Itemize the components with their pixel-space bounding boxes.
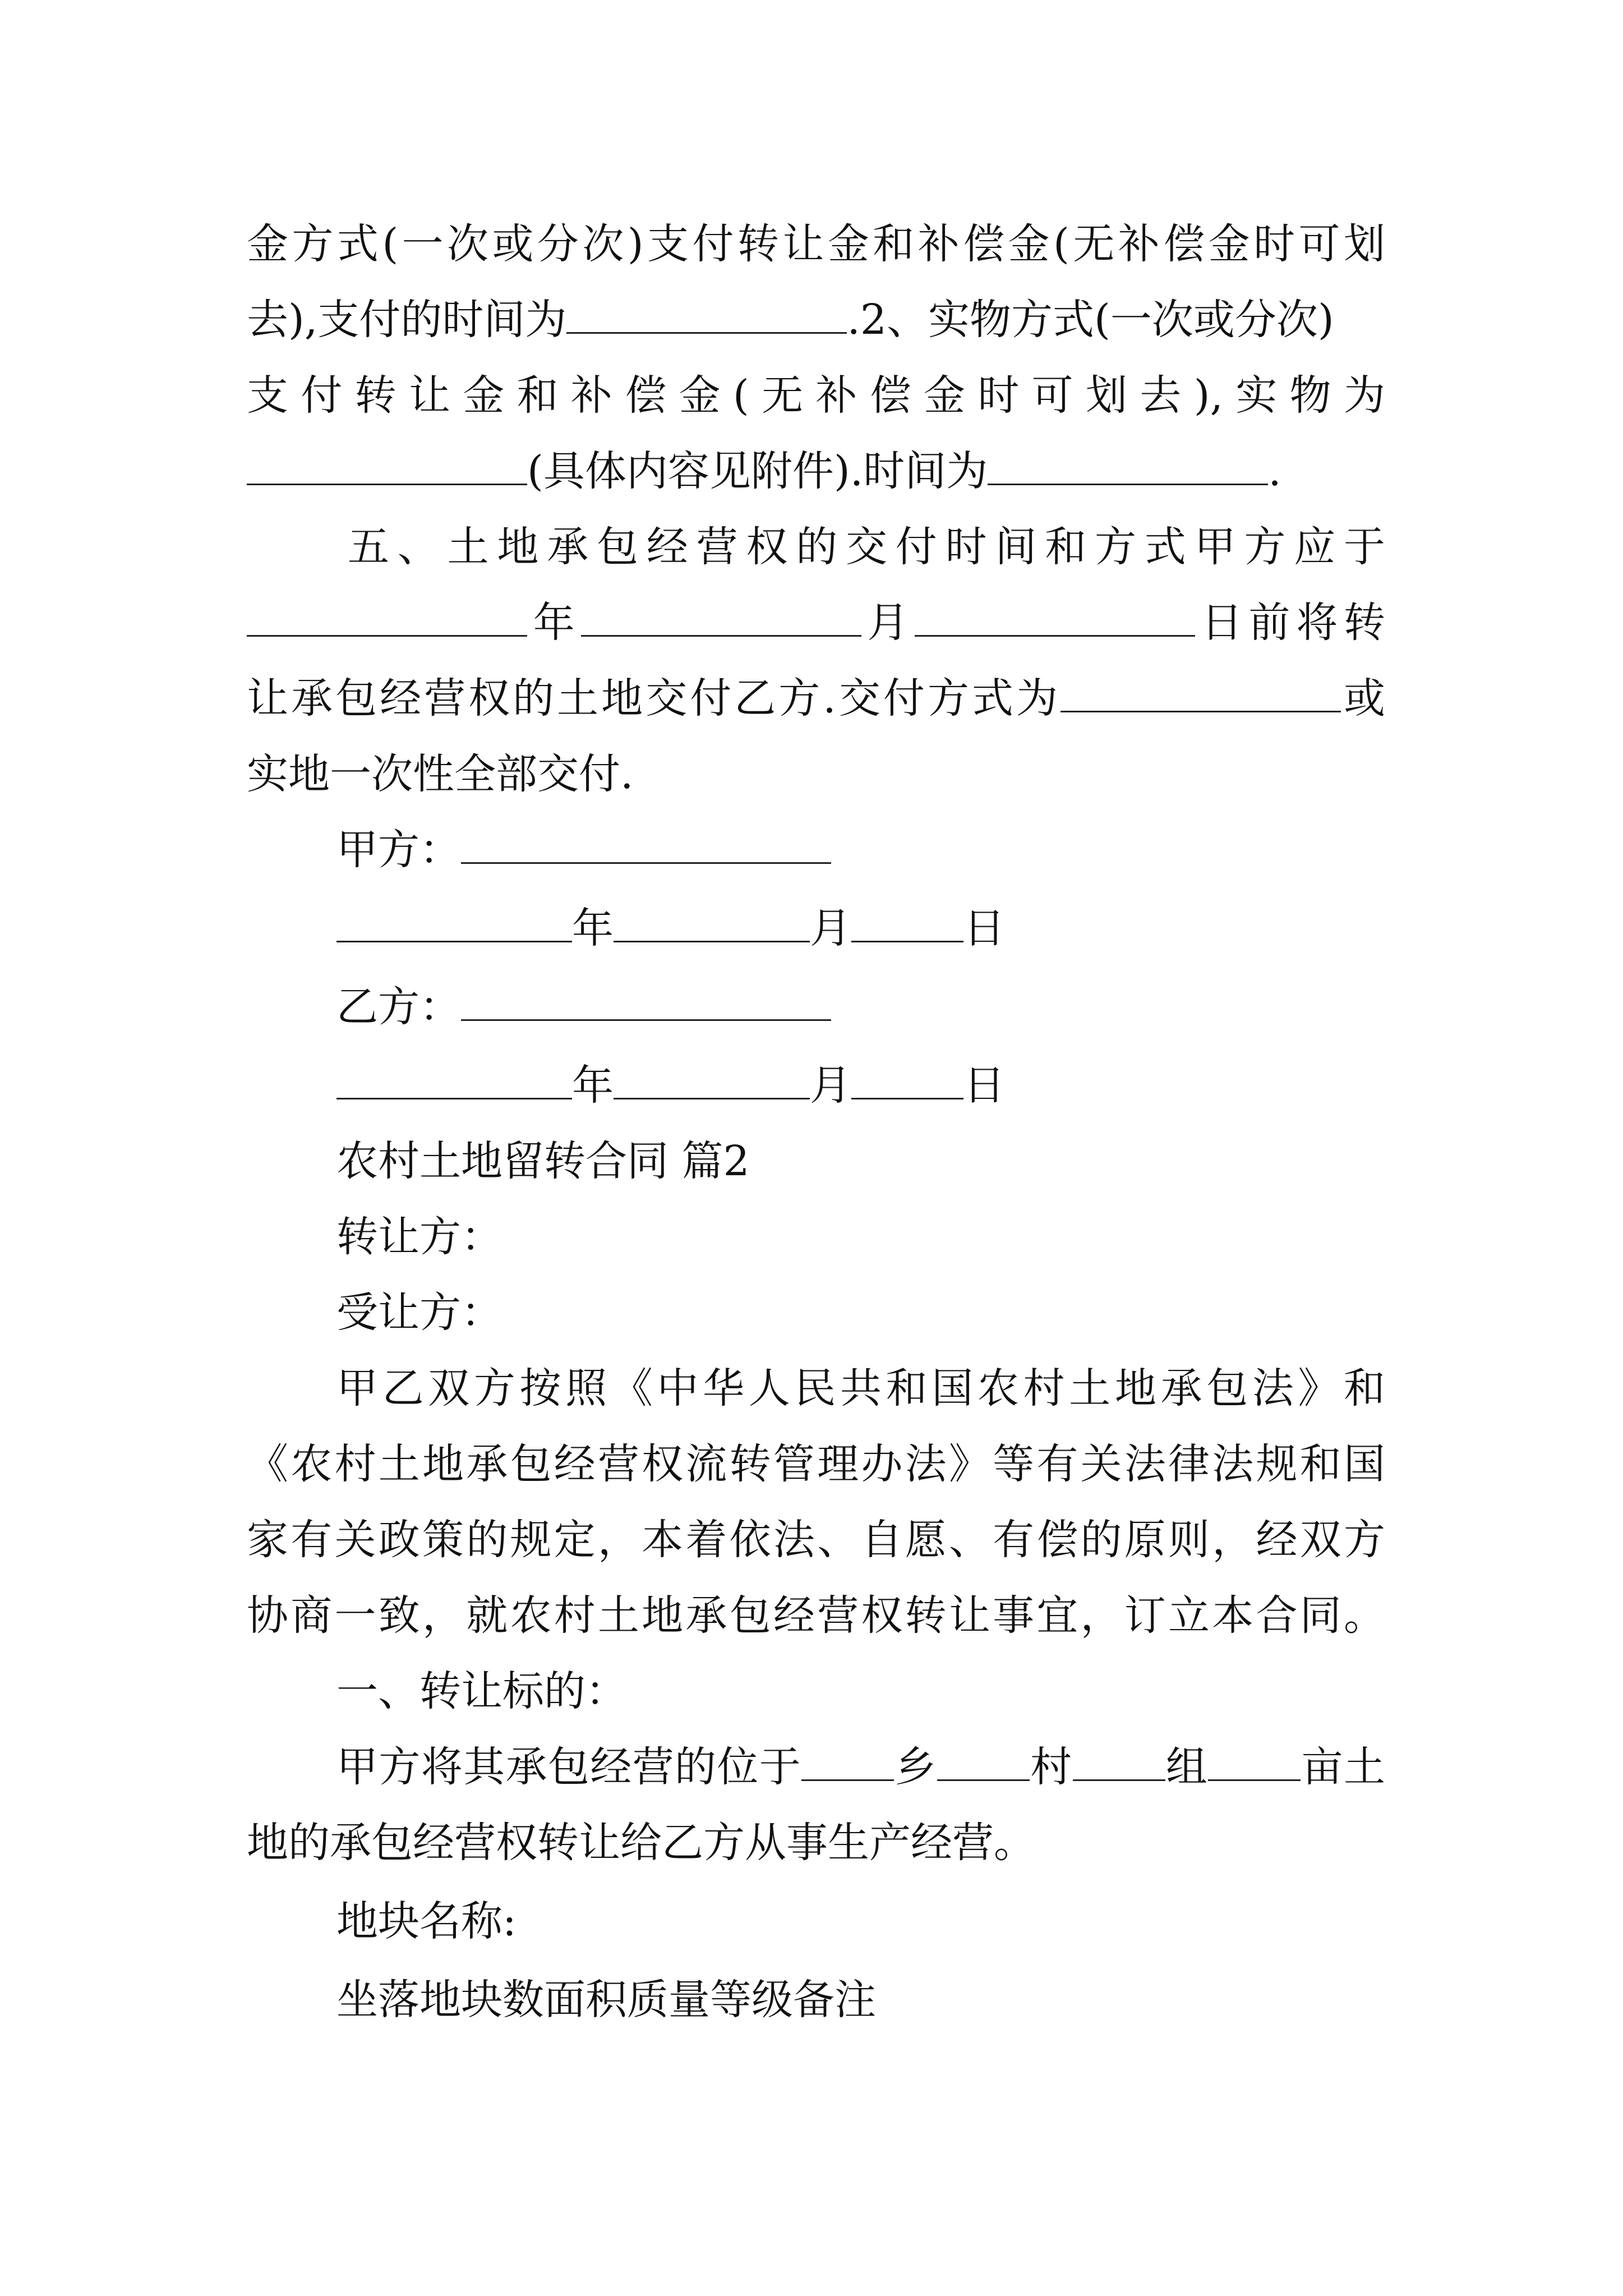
blank-party-a-day[interactable]	[851, 901, 963, 942]
plot-columns-header: 坐落地块数面积质量等级备注	[336, 1976, 876, 2024]
blank-party-a-year[interactable]	[336, 901, 572, 942]
section-5-date-line: 年 月 日前将转	[247, 595, 1385, 651]
blank-delivery-year[interactable]	[247, 596, 527, 637]
blank-party-b-month[interactable]	[614, 1059, 810, 1099]
payment-line-1: 金方式(一次或分次)支付转让金和补偿金(无补偿金时可划	[247, 220, 1385, 268]
clause-1-line-2: 地的承包经营权转让给乙方从事生产经营。	[247, 1819, 1035, 1867]
blank-acreage[interactable]	[1208, 1740, 1301, 1781]
blank-village[interactable]	[937, 1740, 1030, 1781]
party-a-date: 年 月 日	[336, 900, 1385, 956]
payment-line-4: (具体内容见附件).时间为 .	[247, 443, 1385, 499]
preamble-line-4: 协商一致，就农村土地承包经营权转让事宜，订立本合同。	[247, 1591, 1385, 1640]
blank-party-a[interactable]	[461, 823, 831, 864]
preamble-line-1: 甲乙双方按照《中华人民共和国农村土地承包法》和	[336, 1364, 1385, 1412]
preamble-line-2: 《农村土地承包经营权流转管理办法》等有关法律法规和国	[247, 1440, 1385, 1488]
section-5-heading: 五、土地承包经营权的交付时间和方式甲方应于	[348, 523, 1385, 571]
blank-payment-time[interactable]	[566, 293, 847, 334]
blank-delivery-month[interactable]	[581, 596, 861, 637]
clause-1-title: 一、转让标的：	[336, 1667, 627, 1715]
blank-goods[interactable]	[247, 444, 527, 485]
payment-line-2: 去),支付的时间为 .2、实物方式(一次或分次)	[247, 292, 1385, 348]
contract-2-title: 农村土地留转合同 篇2	[336, 1137, 750, 1185]
section-5-line-4: 实地一次性全部交付.	[247, 750, 634, 798]
blank-party-a-month[interactable]	[614, 901, 810, 942]
blank-township[interactable]	[801, 1740, 894, 1781]
blank-party-b-year[interactable]	[336, 1059, 572, 1099]
blank-group[interactable]	[1073, 1740, 1165, 1781]
party-a-line: 甲方：	[336, 822, 1385, 878]
party-b-line: 乙方：	[336, 979, 1385, 1035]
party-b-date: 年 月 日	[336, 1057, 1385, 1114]
blank-goods-time[interactable]	[988, 444, 1268, 485]
blank-delivery-method[interactable]	[1061, 671, 1341, 712]
plot-name-label: 地块名称:	[336, 1897, 517, 1945]
blank-party-b-day[interactable]	[851, 1059, 963, 1099]
payment-line-3: 支付转让金和补偿金(无补偿金时可划去),实物为	[247, 371, 1385, 420]
preamble-line-3: 家有关政策的规定，本着依法、自愿、有偿的原则，经双方	[247, 1516, 1385, 1564]
transferor-label: 转让方：	[336, 1213, 502, 1261]
blank-party-b[interactable]	[461, 980, 831, 1021]
blank-delivery-day[interactable]	[915, 596, 1195, 637]
section-5-line-3: 让承包经营权的土地交付乙方.交付方式为 或	[247, 670, 1385, 726]
clause-1-line-1: 甲方将其承包经营的位于 乡 村 组 亩土	[336, 1739, 1385, 1795]
transferee-label: 受让方：	[336, 1289, 502, 1337]
